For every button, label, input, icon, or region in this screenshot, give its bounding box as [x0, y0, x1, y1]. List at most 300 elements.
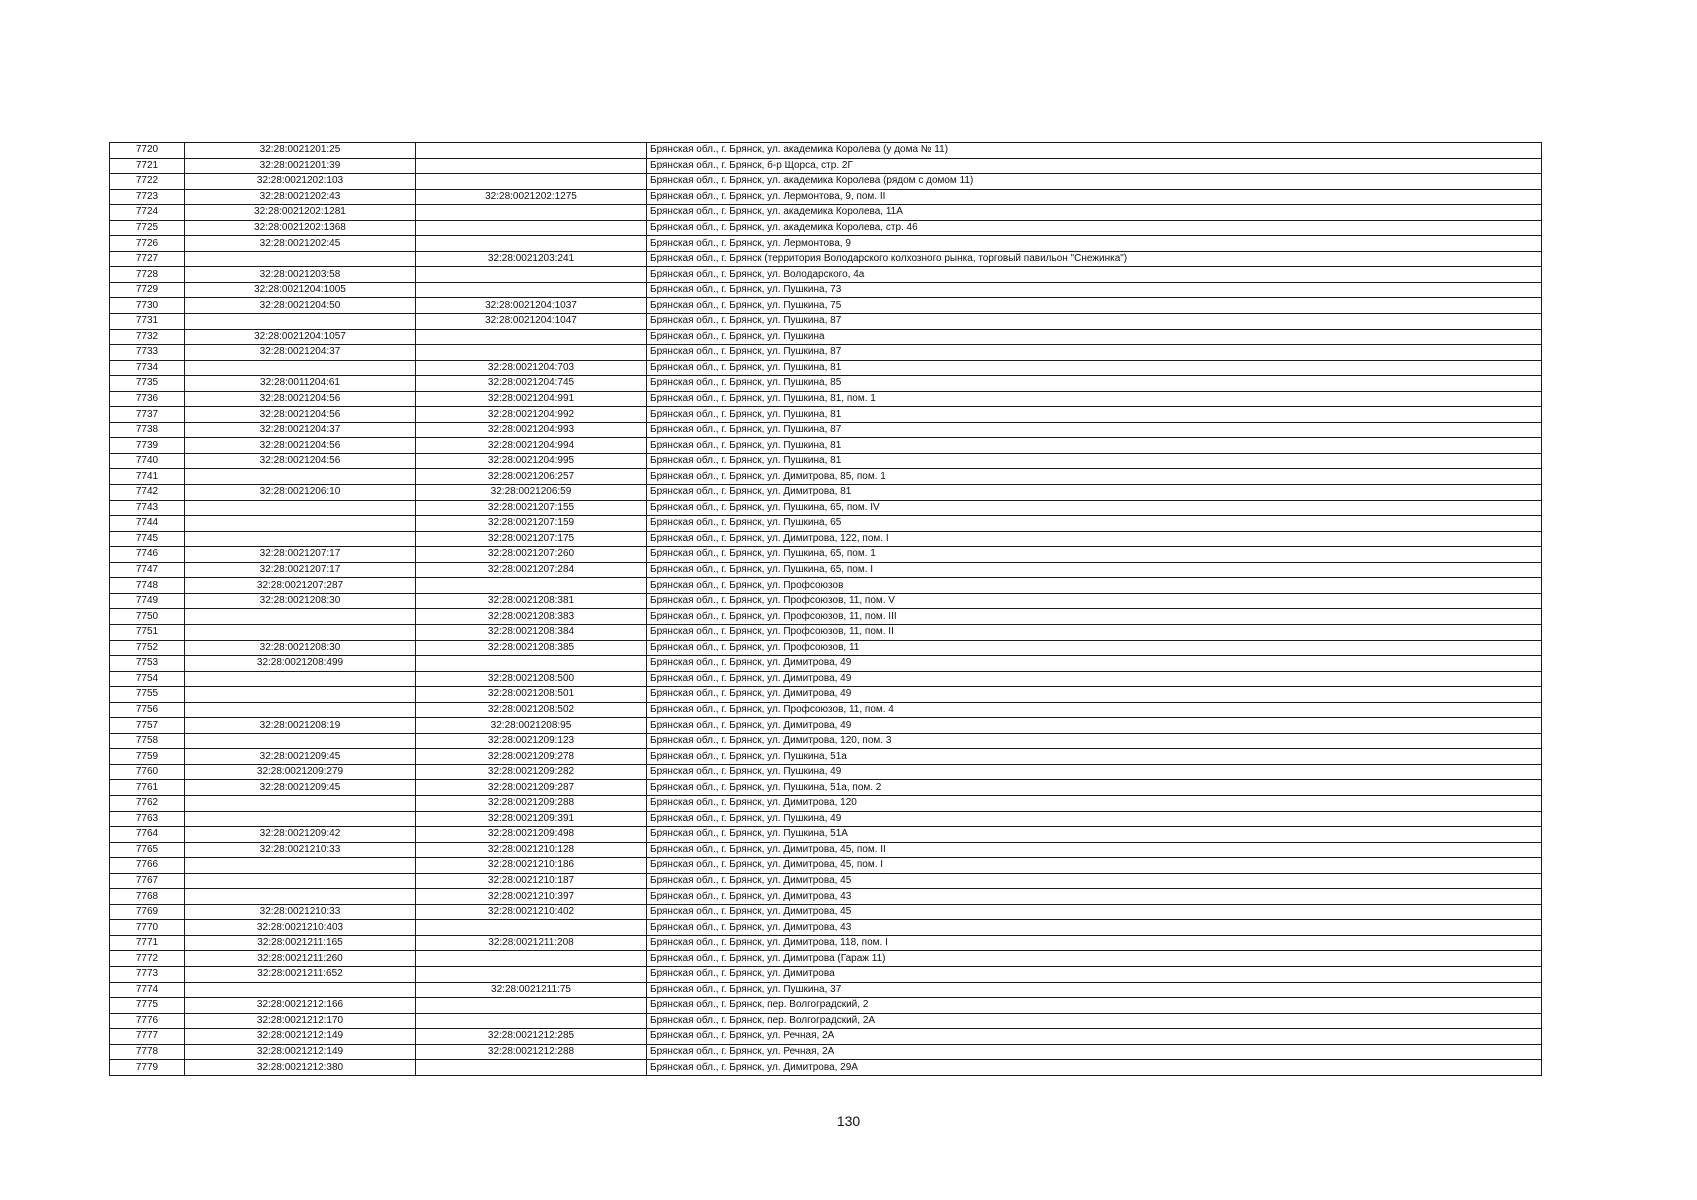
address-cell: Брянская обл., г. Брянск, ул. Профсоюзов — [647, 578, 1542, 594]
address-cell: Брянская обл., г. Брянск, ул. Пушкина, 87 — [647, 314, 1542, 330]
table-row — [110, 889, 1542, 905]
land-plot-number-cell: 32:28:0021206:10 — [185, 485, 416, 501]
address-cell: Брянская обл., г. Брянск, ул. Димитрова, 49 — [647, 671, 1542, 687]
building-number-cell: 32:28:0021208:383 — [416, 609, 647, 625]
land-plot-number-cell — [185, 624, 416, 640]
table-row — [110, 329, 1542, 345]
land-plot-number-cell: 32:28:0021202:103 — [185, 174, 416, 190]
building-number-cell — [416, 267, 647, 283]
land-plot-number-cell: 32:28:0021209:45 — [185, 749, 416, 765]
address-cell: Брянская обл., г. Брянск, ул. Володарского, 4а — [647, 267, 1542, 283]
row-number-cell: 7758 — [110, 733, 185, 749]
row-number-cell: 7741 — [110, 469, 185, 485]
table-row — [110, 578, 1542, 594]
table-row — [110, 671, 1542, 687]
building-number-cell: 32:28:0021210:187 — [416, 873, 647, 889]
land-plot-number-cell: 32:28:0021207:17 — [185, 562, 416, 578]
table-row — [110, 500, 1542, 516]
row-number-cell: 7778 — [110, 1044, 185, 1060]
row-number-cell: 7742 — [110, 485, 185, 501]
row-number-cell: 7764 — [110, 827, 185, 843]
building-number-cell — [416, 1060, 647, 1076]
building-number-cell: 32:28:0021206:59 — [416, 485, 647, 501]
land-plot-number-cell: 32:28:0021209:42 — [185, 827, 416, 843]
land-plot-number-cell — [185, 360, 416, 376]
table-row — [110, 438, 1542, 454]
table-row — [110, 220, 1542, 236]
land-plot-number-cell: 32:28:0021204:1005 — [185, 282, 416, 298]
table-row — [110, 780, 1542, 796]
building-number-cell: 32:28:0021204:992 — [416, 407, 647, 423]
building-number-cell: 32:28:0021210:402 — [416, 904, 647, 920]
land-plot-number-cell: 32:28:0021204:56 — [185, 407, 416, 423]
address-cell: Брянская обл., г. Брянск, ул. Пушкина, 73 — [647, 282, 1542, 298]
row-number-cell: 7779 — [110, 1060, 185, 1076]
row-number-cell: 7765 — [110, 842, 185, 858]
row-number-cell: 7761 — [110, 780, 185, 796]
land-plot-number-cell: 32:28:0021209:45 — [185, 780, 416, 796]
building-number-cell: 32:28:0021210:397 — [416, 889, 647, 905]
row-number-cell: 7736 — [110, 391, 185, 407]
building-number-cell — [416, 1013, 647, 1029]
address-cell: Брянская обл., г. Брянск, ул. академика Королева, 11А — [647, 205, 1542, 221]
row-number-cell: 7769 — [110, 904, 185, 920]
building-number-cell: 32:28:0021204:995 — [416, 453, 647, 469]
table-row — [110, 718, 1542, 734]
land-plot-number-cell — [185, 687, 416, 703]
address-cell: Брянская обл., г. Брянск, ул. Димитрова, 29А — [647, 1060, 1542, 1076]
land-plot-number-cell: 32:28:0021202:1281 — [185, 205, 416, 221]
building-number-cell: 32:28:0021204:745 — [416, 376, 647, 392]
address-cell: Брянская обл., г. Брянск, ул. Речная, 2А — [647, 1029, 1542, 1045]
table-row — [110, 469, 1542, 485]
row-number-cell: 7768 — [110, 889, 185, 905]
address-cell: Брянская обл., г. Брянск, ул. Пушкина — [647, 329, 1542, 345]
building-number-cell: 32:28:0021209:123 — [416, 733, 647, 749]
address-cell: Брянская обл., г. Брянск, ул. Пушкина, 75 — [647, 298, 1542, 314]
land-plot-number-cell — [185, 531, 416, 547]
table-row — [110, 485, 1542, 501]
row-number-cell: 7735 — [110, 376, 185, 392]
land-plot-number-cell — [185, 609, 416, 625]
table-row — [110, 236, 1542, 252]
table-row — [110, 282, 1542, 298]
address-cell: Брянская обл., г. Брянск, ул. Димитрова, 81 — [647, 485, 1542, 501]
land-plot-number-cell: 32:28:0021203:58 — [185, 267, 416, 283]
building-number-cell: 32:28:0021204:703 — [416, 360, 647, 376]
address-cell: Брянская обл., г. Брянск, ул. Профсоюзов, 11, пом. 4 — [647, 702, 1542, 718]
building-number-cell: 32:28:0021204:1037 — [416, 298, 647, 314]
building-number-cell: 32:28:0021204:991 — [416, 391, 647, 407]
land-plot-number-cell: 32:28:0021212:170 — [185, 1013, 416, 1029]
address-cell: Брянская обл., г. Брянск, ул. Димитрова, 45 — [647, 904, 1542, 920]
address-cell: Брянская обл., г. Брянск, ул. Пушкина, 51А — [647, 827, 1542, 843]
land-plot-number-cell: 32:28:0021210:33 — [185, 904, 416, 920]
building-number-cell — [416, 220, 647, 236]
row-number-cell: 7720 — [110, 143, 185, 159]
page-number: 130 — [836, 1113, 861, 1129]
row-number-cell: 7763 — [110, 811, 185, 827]
land-plot-number-cell: 32:28:0021202:43 — [185, 189, 416, 205]
row-number-cell: 7738 — [110, 422, 185, 438]
land-plot-number-cell: 32:28:0021204:56 — [185, 391, 416, 407]
land-plot-number-cell: 32:28:0021211:652 — [185, 966, 416, 982]
address-cell: Брянская обл., г. Брянск, ул. Пушкина, 81 — [647, 438, 1542, 454]
table-row — [110, 516, 1542, 532]
row-number-cell: 7751 — [110, 624, 185, 640]
building-number-cell: 32:28:0021212:285 — [416, 1029, 647, 1045]
row-number-cell: 7753 — [110, 656, 185, 672]
table-row — [110, 391, 1542, 407]
building-number-cell: 32:28:0021208:500 — [416, 671, 647, 687]
building-number-cell — [416, 143, 647, 159]
address-cell: Брянская обл., г. Брянск, ул. Димитрова, 118, пом. I — [647, 935, 1542, 951]
land-plot-number-cell: 32:28:0021204:50 — [185, 298, 416, 314]
land-plot-number-cell: 32:28:0021210:403 — [185, 920, 416, 936]
row-number-cell: 7747 — [110, 562, 185, 578]
land-plot-number-cell: 32:28:0021208:499 — [185, 656, 416, 672]
building-number-cell: 32:28:0021211:208 — [416, 935, 647, 951]
table-row — [110, 640, 1542, 656]
address-cell: Брянская обл., г. Брянск, ул. Лермонтова, 9, пом. II — [647, 189, 1542, 205]
building-number-cell: 32:28:0021208:385 — [416, 640, 647, 656]
cadastral-table — [109, 142, 1542, 1076]
table-row — [110, 624, 1542, 640]
row-number-cell: 7771 — [110, 935, 185, 951]
address-cell: Брянская обл., г. Брянск, ул. Пушкина, 81 — [647, 453, 1542, 469]
building-number-cell: 32:28:0021207:175 — [416, 531, 647, 547]
table-row — [110, 749, 1542, 765]
table-row — [110, 1013, 1542, 1029]
table-row — [110, 656, 1542, 672]
building-number-cell: 32:28:0021204:993 — [416, 422, 647, 438]
building-number-cell: 32:28:0021212:288 — [416, 1044, 647, 1060]
address-cell: Брянская обл., г. Брянск, ул. Димитрова — [647, 966, 1542, 982]
land-plot-number-cell: 32:28:0021210:33 — [185, 842, 416, 858]
address-cell: Брянская обл., г. Брянск, ул. Пушкина, 81, пом. 1 — [647, 391, 1542, 407]
table-row — [110, 1044, 1542, 1060]
building-number-cell — [416, 998, 647, 1014]
table-row — [110, 920, 1542, 936]
table-row — [110, 267, 1542, 283]
table-row — [110, 935, 1542, 951]
table-row — [110, 982, 1542, 998]
row-number-cell: 7757 — [110, 718, 185, 734]
address-cell: Брянская обл., г. Брянск, ул. Димитрова, 85, пом. 1 — [647, 469, 1542, 485]
building-number-cell — [416, 920, 647, 936]
land-plot-number-cell: 32:28:0021207:17 — [185, 547, 416, 563]
building-number-cell: 32:28:0021207:260 — [416, 547, 647, 563]
row-number-cell: 7723 — [110, 189, 185, 205]
row-number-cell: 7772 — [110, 951, 185, 967]
table-row — [110, 795, 1542, 811]
table-row — [110, 687, 1542, 703]
building-number-cell — [416, 174, 647, 190]
row-number-cell: 7766 — [110, 858, 185, 874]
row-number-cell: 7739 — [110, 438, 185, 454]
address-cell: Брянская обл., г. Брянск, ул. Димитрова, 122, пом. I — [647, 531, 1542, 547]
land-plot-number-cell — [185, 251, 416, 267]
table-row — [110, 764, 1542, 780]
table-row — [110, 174, 1542, 190]
land-plot-number-cell: 32:28:0021208:19 — [185, 718, 416, 734]
building-number-cell: 32:28:0021203:241 — [416, 251, 647, 267]
land-plot-number-cell: 32:28:0021201:39 — [185, 158, 416, 174]
building-number-cell: 32:28:0021204:1047 — [416, 314, 647, 330]
table-row — [110, 205, 1542, 221]
land-plot-number-cell: 32:28:0021204:37 — [185, 345, 416, 361]
address-cell: Брянская обл., г. Брянск, ул. Профсоюзов, 11, пом. V — [647, 593, 1542, 609]
building-number-cell: 32:28:0021209:287 — [416, 780, 647, 796]
building-number-cell: 32:28:0021204:994 — [416, 438, 647, 454]
address-cell: Брянская обл., г. Брянск, ул. Пушкина, 81 — [647, 407, 1542, 423]
table-row — [110, 858, 1542, 874]
land-plot-number-cell — [185, 811, 416, 827]
row-number-cell: 7726 — [110, 236, 185, 252]
row-number-cell: 7743 — [110, 500, 185, 516]
land-plot-number-cell — [185, 733, 416, 749]
address-cell: Брянская обл., г. Брянск, ул. Димитрова, 43 — [647, 920, 1542, 936]
row-number-cell: 7744 — [110, 516, 185, 532]
address-cell: Брянская обл., г. Брянск, ул. Димитрова, 45 — [647, 873, 1542, 889]
building-number-cell: 32:28:0021208:95 — [416, 718, 647, 734]
row-number-cell: 7737 — [110, 407, 185, 423]
row-number-cell: 7759 — [110, 749, 185, 765]
row-number-cell: 7773 — [110, 966, 185, 982]
building-number-cell: 32:28:0021208:501 — [416, 687, 647, 703]
building-number-cell — [416, 282, 647, 298]
table-body — [110, 143, 1542, 1076]
table-row — [110, 1029, 1542, 1045]
land-plot-number-cell: 32:28:0021208:30 — [185, 593, 416, 609]
table-row — [110, 702, 1542, 718]
building-number-cell: 32:28:0021210:186 — [416, 858, 647, 874]
address-cell: Брянская обл., г. Брянск, ул. Пушкина, 65, пом. 1 — [647, 547, 1542, 563]
building-number-cell: 32:28:0021209:498 — [416, 827, 647, 843]
building-number-cell: 32:28:0021207:155 — [416, 500, 647, 516]
row-number-cell: 7730 — [110, 298, 185, 314]
land-plot-number-cell: 32:28:0021212:149 — [185, 1044, 416, 1060]
table-row — [110, 827, 1542, 843]
table-row — [110, 251, 1542, 267]
table-row — [110, 904, 1542, 920]
building-number-cell: 32:28:0021206:257 — [416, 469, 647, 485]
table-row — [110, 360, 1542, 376]
building-number-cell — [416, 329, 647, 345]
row-number-cell: 7732 — [110, 329, 185, 345]
table-row — [110, 609, 1542, 625]
address-cell: Брянская обл., г. Брянск, пер. Волгоградский, 2А — [647, 1013, 1542, 1029]
row-number-cell: 7722 — [110, 174, 185, 190]
table-row — [110, 966, 1542, 982]
row-number-cell: 7770 — [110, 920, 185, 936]
row-number-cell: 7767 — [110, 873, 185, 889]
land-plot-number-cell — [185, 795, 416, 811]
table-row — [110, 298, 1542, 314]
address-cell: Брянская обл., г. Брянск, ул. Пушкина, 49 — [647, 811, 1542, 827]
address-cell: Брянская обл., г. Брянск, ул. Профсоюзов, 11 — [647, 640, 1542, 656]
table-row — [110, 998, 1542, 1014]
address-cell: Брянская обл., г. Брянск, ул. Димитрова, 49 — [647, 718, 1542, 734]
land-plot-number-cell — [185, 500, 416, 516]
table-row — [110, 562, 1542, 578]
land-plot-number-cell: 32:28:0021202:45 — [185, 236, 416, 252]
table-row — [110, 314, 1542, 330]
building-number-cell: 32:28:0021209:288 — [416, 795, 647, 811]
land-plot-number-cell — [185, 314, 416, 330]
row-number-cell: 7724 — [110, 205, 185, 221]
address-cell: Брянская обл., г. Брянск, ул. Пушкина, 49 — [647, 764, 1542, 780]
land-plot-number-cell: 32:28:0021204:37 — [185, 422, 416, 438]
land-plot-number-cell — [185, 982, 416, 998]
address-cell: Брянская обл., г. Брянск, ул. Пушкина, 51а, пом. 2 — [647, 780, 1542, 796]
table-row — [110, 345, 1542, 361]
table-row — [110, 158, 1542, 174]
address-cell: Брянская обл., г. Брянск, ул. Димитрова, 49 — [647, 656, 1542, 672]
table-row — [110, 873, 1542, 889]
row-number-cell: 7760 — [110, 764, 185, 780]
row-number-cell: 7725 — [110, 220, 185, 236]
address-cell: Брянская обл., г. Брянск, пер. Волгоградский, 2 — [647, 998, 1542, 1014]
row-number-cell: 7754 — [110, 671, 185, 687]
building-number-cell — [416, 205, 647, 221]
land-plot-number-cell: 32:28:0021209:279 — [185, 764, 416, 780]
address-cell: Брянская обл., г. Брянск, ул. Пушкина, 51а — [647, 749, 1542, 765]
row-number-cell: 7733 — [110, 345, 185, 361]
building-number-cell: 32:28:0021208:381 — [416, 593, 647, 609]
land-plot-number-cell — [185, 889, 416, 905]
address-cell: Брянская обл., г. Брянск, ул. академика Королева (рядом с домом 11) — [647, 174, 1542, 190]
land-plot-number-cell: 32:28:0011204:61 — [185, 376, 416, 392]
table-row — [110, 453, 1542, 469]
row-number-cell: 7749 — [110, 593, 185, 609]
row-number-cell: 7729 — [110, 282, 185, 298]
land-plot-number-cell: 32:28:0021204:56 — [185, 453, 416, 469]
table-row — [110, 422, 1542, 438]
address-cell: Брянская обл., г. Брянск, ул. Лермонтова, 9 — [647, 236, 1542, 252]
row-number-cell: 7762 — [110, 795, 185, 811]
building-number-cell — [416, 656, 647, 672]
land-plot-number-cell: 32:28:0021204:1057 — [185, 329, 416, 345]
address-cell: Брянская обл., г. Брянск, ул. Димитрова, 45, пом. II — [647, 842, 1542, 858]
land-plot-number-cell: 32:28:0021207:287 — [185, 578, 416, 594]
land-plot-number-cell — [185, 702, 416, 718]
address-cell: Брянская обл., г. Брянск, ул. Профсоюзов, 11, пом. II — [647, 624, 1542, 640]
address-cell: Брянская обл., г. Брянск, ул. Пушкина, 87 — [647, 345, 1542, 361]
address-cell: Брянская обл., г. Брянск, ул. Пушкина, 81 — [647, 360, 1542, 376]
address-cell: Брянская обл., г. Брянск, ул. Пушкина, 65, пом. I — [647, 562, 1542, 578]
address-cell: Брянская обл., г. Брянск, ул. Профсоюзов, 11, пом. III — [647, 609, 1542, 625]
address-cell: Брянская обл., г. Брянск (территория Володарского колхозного рынка, торговый павильон "Снежинка") — [647, 251, 1542, 267]
land-plot-number-cell — [185, 516, 416, 532]
land-plot-number-cell: 32:28:0021212:149 — [185, 1029, 416, 1045]
table-row — [110, 811, 1542, 827]
address-cell: Брянская обл., г. Брянск, ул. Пушкина, 87 — [647, 422, 1542, 438]
building-number-cell: 32:28:0021208:384 — [416, 624, 647, 640]
building-number-cell: 32:28:0021210:128 — [416, 842, 647, 858]
table-row — [110, 951, 1542, 967]
building-number-cell: 32:28:0021208:502 — [416, 702, 647, 718]
address-cell: Брянская обл., г. Брянск, ул. Пушкина, 85 — [647, 376, 1542, 392]
table-row — [110, 407, 1542, 423]
address-cell: Брянская обл., г. Брянск, ул. Димитрова (Гараж 11) — [647, 951, 1542, 967]
address-cell: Брянская обл., г. Брянск, ул. Пушкина, 65 — [647, 516, 1542, 532]
row-number-cell: 7727 — [110, 251, 185, 267]
address-cell: Брянская обл., г. Брянск, ул. Димитрова, 49 — [647, 687, 1542, 703]
land-plot-number-cell: 32:28:0021201:25 — [185, 143, 416, 159]
address-cell: Брянская обл., г. Брянск, ул. академика Королева (у дома № 11) — [647, 143, 1542, 159]
address-cell: Брянская обл., г. Брянск, ул. академика Королева, стр. 46 — [647, 220, 1542, 236]
address-cell: Брянская обл., г. Брянск, б-р Щорса, стр. 2Г — [647, 158, 1542, 174]
building-number-cell: 32:28:0021209:282 — [416, 764, 647, 780]
row-number-cell: 7728 — [110, 267, 185, 283]
building-number-cell: 32:28:0021207:284 — [416, 562, 647, 578]
row-number-cell: 7745 — [110, 531, 185, 547]
row-number-cell: 7740 — [110, 453, 185, 469]
row-number-cell: 7746 — [110, 547, 185, 563]
table-row — [110, 531, 1542, 547]
table-row — [110, 593, 1542, 609]
building-number-cell: 32:28:0021209:278 — [416, 749, 647, 765]
table-row — [110, 1060, 1542, 1076]
address-cell: Брянская обл., г. Брянск, ул. Димитрова, 45, пом. I — [647, 858, 1542, 874]
address-cell: Брянская обл., г. Брянск, ул. Димитрова, 43 — [647, 889, 1542, 905]
building-number-cell — [416, 236, 647, 252]
row-number-cell: 7776 — [110, 1013, 185, 1029]
table-row — [110, 733, 1542, 749]
row-number-cell: 7775 — [110, 998, 185, 1014]
land-plot-number-cell: 32:28:0021202:1368 — [185, 220, 416, 236]
land-plot-number-cell: 32:28:0021208:30 — [185, 640, 416, 656]
building-number-cell: 32:28:0021207:159 — [416, 516, 647, 532]
address-cell: Брянская обл., г. Брянск, ул. Димитрова, 120, пом. 3 — [647, 733, 1542, 749]
row-number-cell: 7756 — [110, 702, 185, 718]
row-number-cell: 7721 — [110, 158, 185, 174]
row-number-cell: 7752 — [110, 640, 185, 656]
land-plot-number-cell: 32:28:0021212:166 — [185, 998, 416, 1014]
table-row — [110, 376, 1542, 392]
land-plot-number-cell: 32:28:0021212:380 — [185, 1060, 416, 1076]
land-plot-number-cell — [185, 469, 416, 485]
row-number-cell: 7750 — [110, 609, 185, 625]
building-number-cell — [416, 966, 647, 982]
table-row — [110, 547, 1542, 563]
building-number-cell — [416, 158, 647, 174]
building-number-cell: 32:28:0021202:1275 — [416, 189, 647, 205]
row-number-cell: 7755 — [110, 687, 185, 703]
building-number-cell — [416, 345, 647, 361]
row-number-cell: 7777 — [110, 1029, 185, 1045]
land-plot-number-cell — [185, 858, 416, 874]
table-row — [110, 189, 1542, 205]
land-plot-number-cell — [185, 873, 416, 889]
address-cell: Брянская обл., г. Брянск, ул. Димитрова, 120 — [647, 795, 1542, 811]
building-number-cell: 32:28:0021209:391 — [416, 811, 647, 827]
address-cell: Брянская обл., г. Брянск, ул. Пушкина, 37 — [647, 982, 1542, 998]
address-cell: Брянская обл., г. Брянск, ул. Речная, 2А — [647, 1044, 1542, 1060]
row-number-cell: 7731 — [110, 314, 185, 330]
row-number-cell: 7748 — [110, 578, 185, 594]
row-number-cell: 7774 — [110, 982, 185, 998]
building-number-cell — [416, 951, 647, 967]
row-number-cell: 7734 — [110, 360, 185, 376]
land-plot-number-cell: 32:28:0021211:165 — [185, 935, 416, 951]
building-number-cell — [416, 578, 647, 594]
table-row — [110, 842, 1542, 858]
address-cell: Брянская обл., г. Брянск, ул. Пушкина, 65, пом. IV — [647, 500, 1542, 516]
land-plot-number-cell — [185, 671, 416, 687]
land-plot-number-cell: 32:28:0021211:260 — [185, 951, 416, 967]
